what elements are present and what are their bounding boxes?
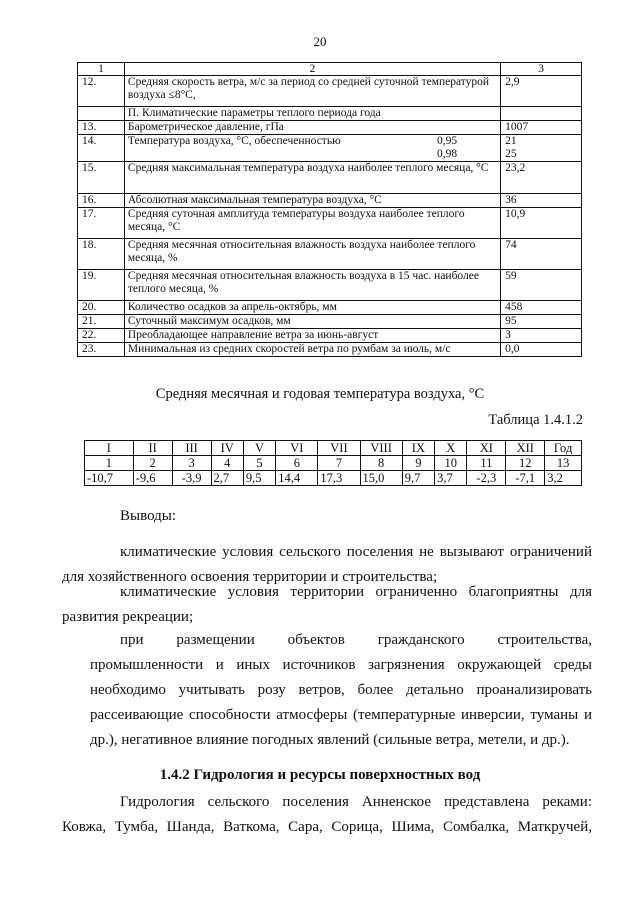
value-cell: 2,7 — [211, 471, 243, 486]
table-header-row — [78, 63, 582, 76]
header-cell: 1 — [78, 63, 125, 76]
row-parameter: Суточный максимум осадков, мм — [124, 315, 500, 329]
value-cell: 9,7 — [402, 471, 434, 486]
value-cell: 3,2 — [545, 471, 582, 486]
row-value: 36 — [501, 194, 582, 208]
value-cell: -9,6 — [133, 471, 172, 486]
section-heading: 1.4.2 Гидрология и ресурсы поверхностных вод — [159, 767, 481, 783]
row-number: 19. — [78, 270, 125, 301]
row-value: 59 — [501, 270, 582, 301]
value-cell: 3,7 — [435, 471, 467, 486]
row-number: 21. — [78, 315, 125, 329]
months-row — [85, 441, 582, 456]
row-parameter: Минимальная из средних скоростей ветра по румбам за июль, м/с — [124, 343, 500, 357]
month-cell: III — [172, 441, 211, 456]
section-title: П. Климатические параметры теплого периода года — [124, 107, 500, 121]
table-number: Таблица 1.4.1.2 — [488, 412, 583, 428]
month-cell: IX — [402, 441, 434, 456]
value-cell: -3,9 — [172, 471, 211, 486]
table-row — [78, 135, 582, 162]
month-cell: VI — [276, 441, 318, 456]
month-cell: V — [243, 441, 275, 456]
paragraph-line: Гидрология сельского поселения Анненское представлена реками: — [120, 794, 592, 810]
value-cell: 15,0 — [360, 471, 402, 486]
paragraph-line: климатические условия территории ограниченно благоприятны для — [120, 584, 592, 600]
row-number: 16. — [78, 194, 125, 208]
section-row — [78, 107, 582, 121]
table-row — [78, 239, 582, 270]
header-cell: 2 — [124, 63, 500, 76]
row-parameter: Средняя суточная амплитуда температуры воздуха наиболее теплого месяца, °С — [124, 208, 500, 239]
row-number: 23. — [78, 343, 125, 357]
paragraph-line: климатические условия сельского поселения не вызывают ограничений — [120, 544, 592, 560]
index-cell: 2 — [133, 456, 172, 471]
row-number: 22. — [78, 329, 125, 343]
hydrology-paragraph — [62, 790, 592, 840]
index-cell: 7 — [318, 456, 360, 471]
table-row — [78, 208, 582, 239]
row-parameter: Преобладающее направление ветра за июнь-август — [124, 329, 500, 343]
monthly-temperature-table — [84, 440, 582, 486]
row-parameter — [124, 135, 500, 162]
row-parameter: Средняя месячная относительная влажность воздуха наиболее теплого месяца, % — [124, 239, 500, 270]
month-cell: VIII — [360, 441, 402, 456]
row-value: 95 — [501, 315, 582, 329]
month-cell: II — [133, 441, 172, 456]
month-cell: XI — [467, 441, 506, 456]
table-row — [78, 194, 582, 208]
month-cell: VII — [318, 441, 360, 456]
index-cell: 10 — [435, 456, 467, 471]
table-row — [78, 162, 582, 194]
month-cell: I — [85, 441, 134, 456]
value-cell: 14,4 — [276, 471, 318, 486]
paragraph-line: Ковжа, Тумба, Шанда, Ваткома, Сара, Сорица, Шима, Сомбалка, Маткручей, — [62, 819, 592, 835]
row-number: 14. — [78, 135, 125, 162]
month-cell: Год — [545, 441, 582, 456]
header-cell: 3 — [501, 63, 582, 76]
index-cell: 1 — [85, 456, 134, 471]
row-number: 18. — [78, 239, 125, 270]
conclusion-paragraph-3 — [90, 628, 592, 753]
row-number: 12. — [78, 76, 125, 107]
paragraph-line: необходимо учитывать розу ветров, более детально проанализировать — [90, 682, 592, 698]
row-value: З — [501, 329, 582, 343]
table-row — [78, 343, 582, 357]
table-row — [78, 329, 582, 343]
row-value: 1007 — [501, 121, 582, 135]
table-row — [78, 315, 582, 329]
row-value: 0,0 — [501, 343, 582, 357]
row-value: 23,2 — [501, 162, 582, 194]
row-number: 17. — [78, 208, 125, 239]
month-cell: X — [435, 441, 467, 456]
row-number: 13. — [78, 121, 125, 135]
table-row — [78, 270, 582, 301]
index-cell: 8 — [360, 456, 402, 471]
month-cell: IV — [211, 441, 243, 456]
index-cell: 5 — [243, 456, 275, 471]
index-row — [85, 456, 582, 471]
row-value — [501, 135, 582, 162]
paragraph-line: развития рекреации; — [62, 609, 194, 625]
conclusions-title: Выводы: — [120, 508, 177, 524]
probability-value: 0,98 — [437, 148, 458, 160]
row-number: 20. — [78, 301, 125, 315]
row-value-line: 21 — [505, 135, 517, 147]
row-value: 74 — [501, 239, 582, 270]
row-value: 458 — [501, 301, 582, 315]
row-parameter: Количество осадков за апрель-октябрь, мм — [124, 301, 500, 315]
row-parameter: Абсолютная максимальная температура воздуха, °С — [124, 194, 500, 208]
table-row — [78, 76, 582, 107]
paragraph-line: промышленности и иных источников загрязнения окружающей среды — [90, 657, 592, 673]
paragraph-line: рассеивающие способности атмосферы (температурные инверсии, туманы и — [90, 707, 592, 723]
paragraph-line: др.), негативное влияние погодных явлений (сильные ветра, метели, и др.). — [90, 732, 570, 748]
paragraph-line: для хозяйственного освоения территории и строительства; — [62, 569, 438, 585]
index-cell: 13 — [545, 456, 582, 471]
value-cell: -2,3 — [467, 471, 506, 486]
index-cell: 12 — [506, 456, 545, 471]
index-cell: 3 — [172, 456, 211, 471]
row-parameter: Средняя месячная относительная влажность воздуха в 15 час. наиболее теплого месяца, % — [124, 270, 500, 301]
table-row — [78, 301, 582, 315]
index-cell: 6 — [276, 456, 318, 471]
value-cell: -10,7 — [85, 471, 134, 486]
row-parameter-text: Температура воздуха, °С, обеспеченностью — [127, 135, 341, 147]
index-cell: 4 — [211, 456, 243, 471]
row-parameter: Барометрическое давление, гПа — [124, 121, 500, 135]
index-cell: 9 — [402, 456, 434, 471]
value-cell: 9,5 — [243, 471, 275, 486]
row-value-line: 25 — [505, 148, 517, 160]
index-cell: 11 — [467, 456, 506, 471]
row-parameter: Средняя максимальная температура воздуха наиболее теплого месяца, °С — [124, 162, 500, 194]
value-cell: -7,1 — [506, 471, 545, 486]
paragraph-line: при размещении объектов гражданского строительства, — [120, 632, 592, 648]
probability-value: 0,95 — [437, 135, 458, 147]
page-number: 20 — [313, 34, 327, 49]
climate-parameters-table — [77, 62, 582, 357]
values-row — [85, 471, 582, 486]
table-caption: Средняя месячная и годовая температура воздуха, °С — [155, 386, 485, 402]
value-cell: 17,3 — [318, 471, 360, 486]
table-row — [78, 121, 582, 135]
row-value: 10,9 — [501, 208, 582, 239]
conclusion-paragraph-2 — [62, 580, 592, 630]
row-parameter: Средняя скорость ветра, м/с за период со средней суточной температурой воздуха ≤8°С, — [124, 76, 500, 107]
month-cell: XII — [506, 441, 545, 456]
row-number: 15. — [78, 162, 125, 194]
row-value: 2,9 — [501, 76, 582, 107]
